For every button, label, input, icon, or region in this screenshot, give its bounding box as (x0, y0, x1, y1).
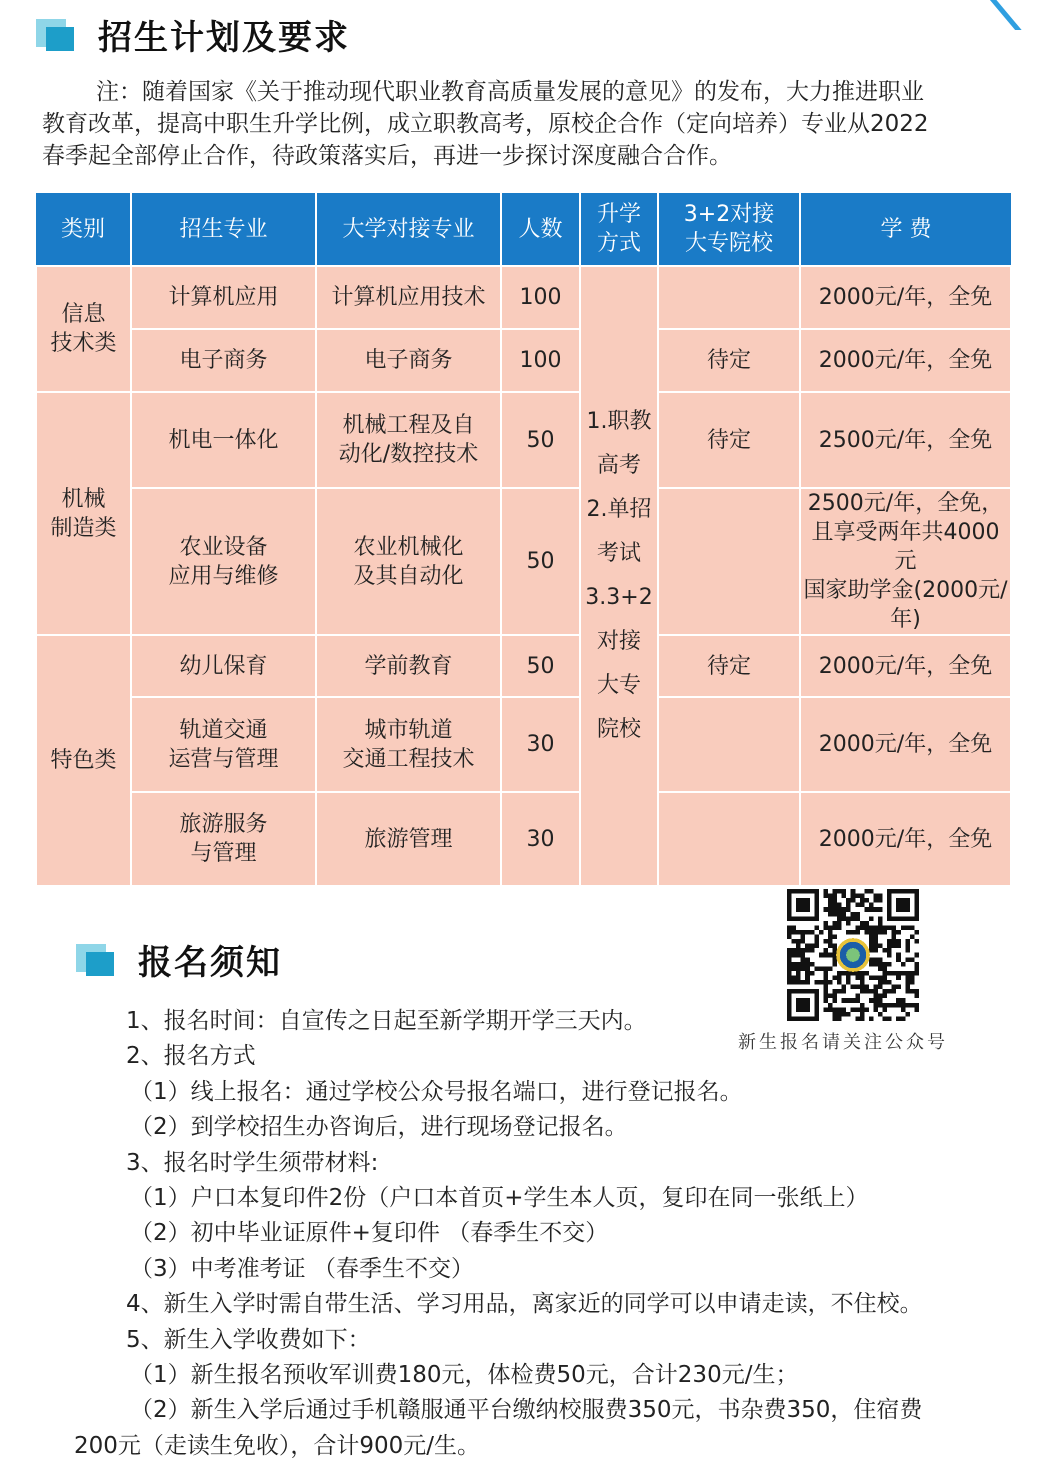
note-line: 注：随着国家《关于推动现代职业教育高质量发展的意见》的发布，大力推进职业 (96, 79, 924, 105)
college-cell: 待定 (658, 392, 800, 488)
header-method: 升学 方式 (580, 193, 658, 266)
list-item: 5、新生入学收费如下： (126, 1326, 371, 1353)
list-item: 1、报名时间：自宣传之日起至新学期开学三天内。 (126, 1008, 647, 1034)
fee-cell: 2000元/年，全免 (800, 635, 1011, 697)
major-cell: 轨道交通 运营与管理 (131, 697, 316, 792)
fee-cell: 2500元/年，全免， 且享受两年共4000元 国家助学金(2000元/年) (800, 488, 1011, 635)
major-cell: 计算机应用 (131, 266, 316, 329)
list-item: （1）线上报名：通过学校公众号报名端口，进行登记报名。 (130, 1078, 743, 1105)
college-cell (658, 488, 800, 635)
corner-decoration (978, 0, 1038, 30)
qr-caption: 新生报名请关注公众号 (738, 1032, 948, 1053)
major-cell: 旅游服务 与管理 (131, 792, 316, 886)
major-cell: 农业设备 应用与维修 (131, 488, 316, 635)
section-square-icon (36, 19, 74, 51)
note-line: 春季起全部停止合作，待政策落实后，再进一步探讨深度融合合作。 (42, 143, 732, 169)
section-header-plan (36, 10, 350, 59)
university-major-cell: 机械工程及自 动化/数控技术 (316, 392, 501, 488)
header-category: 类别 (36, 193, 131, 266)
fee-cell: 2000元/年，全免 (800, 792, 1011, 886)
section-title-registration: 报名须知 (138, 943, 282, 983)
list-item: 3、报名时学生须带材料: (126, 1149, 379, 1176)
section-title-plan: 招生计划及要求 (98, 18, 350, 58)
enrollment-plan-table (35, 193, 1012, 887)
list-item: （3）中考准考证 （春季生不交） (130, 1255, 474, 1282)
university-major-cell: 旅游管理 (316, 792, 501, 886)
table-header-row (36, 193, 1011, 266)
list-item: （1）户口本复印件2份（户口本首页+学生本人页，复印在同一张纸上） (130, 1184, 869, 1211)
section-header-registration (76, 935, 282, 984)
count-cell: 50 (501, 488, 580, 635)
list-item: （2）新生入学后通过手机赣服通平台缴纳校服费350元，书杂费350，住宿费 (130, 1397, 923, 1424)
major-cell: 机电一体化 (131, 392, 316, 488)
college-cell (658, 266, 800, 329)
category-cell: 信息 技术类 (36, 266, 131, 392)
list-item: （2）到学校招生办咨询后，进行现场登记报名。 (130, 1114, 628, 1141)
fee-cell: 2000元/年，全免 (800, 329, 1011, 392)
header-college: 3+2对接 大专院校 (658, 193, 800, 266)
university-major-cell: 计算机应用技术 (316, 266, 501, 329)
fee-cell: 2500元/年，全免 (800, 392, 1011, 488)
university-major-cell: 学前教育 (316, 635, 501, 697)
section-square-icon (76, 944, 114, 976)
count-cell: 100 (501, 266, 580, 329)
header-university-major: 大学对接专业 (316, 193, 501, 266)
table-row (36, 697, 1011, 792)
university-major-cell: 农业机械化 及其自动化 (316, 488, 501, 635)
count-cell: 50 (501, 392, 580, 488)
table-row (36, 266, 1011, 329)
table-row (36, 792, 1011, 886)
list-item: 200元（走读生免收），合计900元/生。 (74, 1432, 481, 1459)
list-item: （1）新生报名预收军训费180元，体检费50元，合计230元/生； (130, 1361, 799, 1388)
college-cell: 待定 (658, 329, 800, 392)
college-cell: 待定 (658, 635, 800, 697)
count-cell: 100 (501, 329, 580, 392)
list-item: （2）初中毕业证原件+复印件 （春季生不交） (130, 1220, 609, 1247)
category-cell: 特色类 (36, 635, 131, 886)
major-cell: 幼儿保育 (131, 635, 316, 697)
header-fee: 学 费 (800, 193, 1011, 266)
college-cell (658, 697, 800, 792)
registration-list (74, 1004, 1004, 1464)
fee-cell: 2000元/年，全免 (800, 697, 1011, 792)
list-item: 2、报名方式 (126, 1043, 256, 1070)
method-cell: 1.职教 高考 2.单招 考试 3.3+2 对接 大专 院校 (580, 266, 658, 886)
count-cell: 30 (501, 792, 580, 886)
major-cell: 电子商务 (131, 329, 316, 392)
college-cell (658, 792, 800, 886)
qr-code-image[interactable] (787, 889, 919, 1021)
header-major: 招生专业 (131, 193, 316, 266)
university-major-cell: 电子商务 (316, 329, 501, 392)
count-cell: 50 (501, 635, 580, 697)
note-paragraph (42, 76, 992, 172)
table-row (36, 329, 1011, 392)
count-cell: 30 (501, 697, 580, 792)
category-cell: 机械 制造类 (36, 392, 131, 635)
table-row (36, 488, 1011, 635)
list-item: 4、新生入学时需自带生活、学习用品，离家近的同学可以申请走读，不住校。 (126, 1291, 923, 1318)
table-row (36, 635, 1011, 697)
fee-cell: 2000元/年，全免 (800, 266, 1011, 329)
table-row (36, 392, 1011, 488)
header-count: 人数 (501, 193, 580, 266)
university-major-cell: 城市轨道 交通工程技术 (316, 697, 501, 792)
note-line: 教育改革，提高中职生升学比例，成立职教高考，原校企合作（定向培养）专业从2022 (42, 111, 929, 137)
